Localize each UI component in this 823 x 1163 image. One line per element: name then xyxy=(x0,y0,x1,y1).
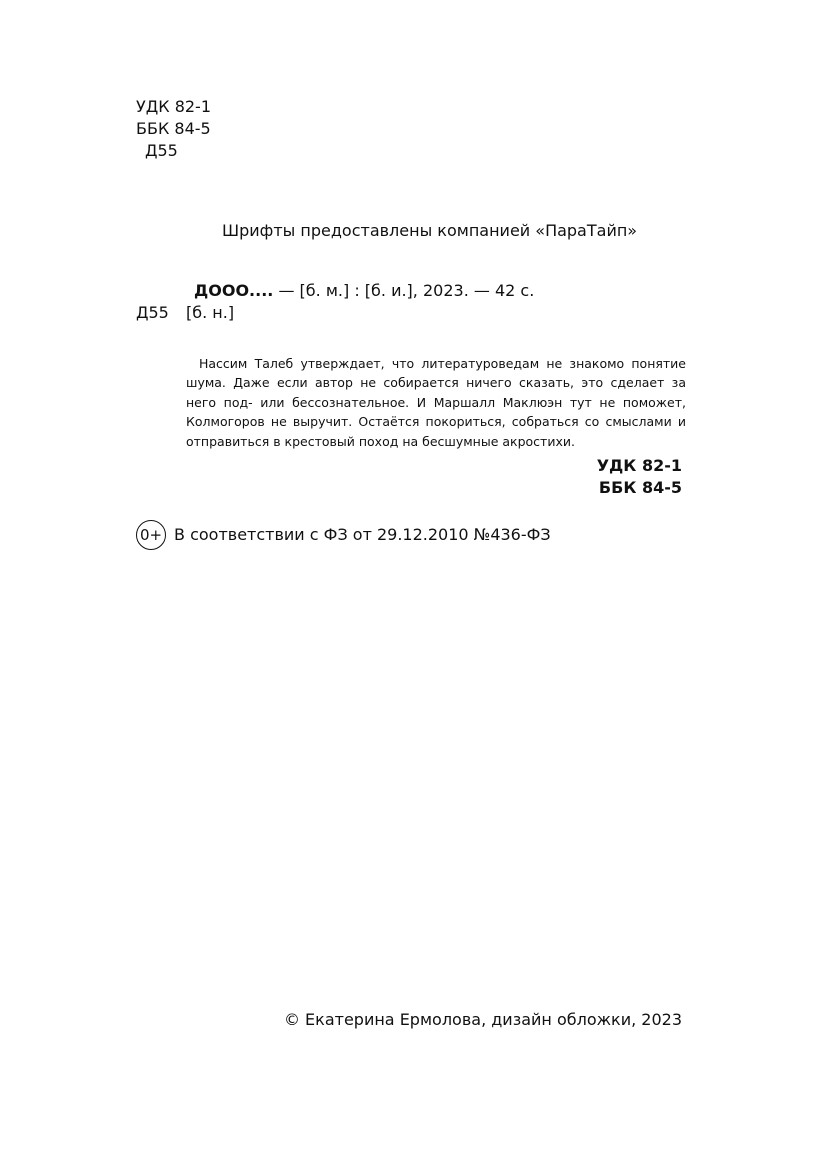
classification-index-top xyxy=(136,96,211,162)
age-rating xyxy=(136,520,551,550)
bbk-code-bottom: ББК 84-5 xyxy=(598,478,682,497)
book-title: ДООО.... xyxy=(194,281,274,300)
udk-code: УДК 82-1 xyxy=(136,97,212,116)
bibliographic-second-line: [б. н.] xyxy=(186,303,235,322)
fonts-credit: Шрифты предоставлены компанией «ПараТайп» xyxy=(222,221,638,240)
author-mark: Д55 xyxy=(145,141,178,160)
annotation-paragraph: Нассим Талеб утверждает, что литературоведам не знакомо понятие шума. Даже если автор не собирается ничего сказать, это сделает за него под- или бессознательное. И Маршалл Маклюэн тут не поможет, Колмогоров не выручит. Остаётся покориться, собраться со смыслами и отправиться в крестовый поход на бесшумные акростихи. xyxy=(186,355,686,449)
bibliographic-author-mark: Д55 xyxy=(136,303,169,322)
classification-index-bottom xyxy=(597,455,682,499)
publication-details: — [б. м.] : [б. и.], 2023. — 42 с. xyxy=(273,281,535,300)
copyright-notice: © Екатерина Ермолова, дизайн обложки, 2023 xyxy=(283,1010,682,1029)
age-rating-badge-icon: 0+ xyxy=(136,520,166,550)
udk-code-bottom: УДК 82-1 xyxy=(596,456,682,475)
bbk-code: ББК 84-5 xyxy=(136,119,211,138)
age-rating-text: В соответствии с ФЗ от 29.12.2010 №436-ФЗ xyxy=(174,525,551,544)
bibliographic-record xyxy=(194,280,534,302)
